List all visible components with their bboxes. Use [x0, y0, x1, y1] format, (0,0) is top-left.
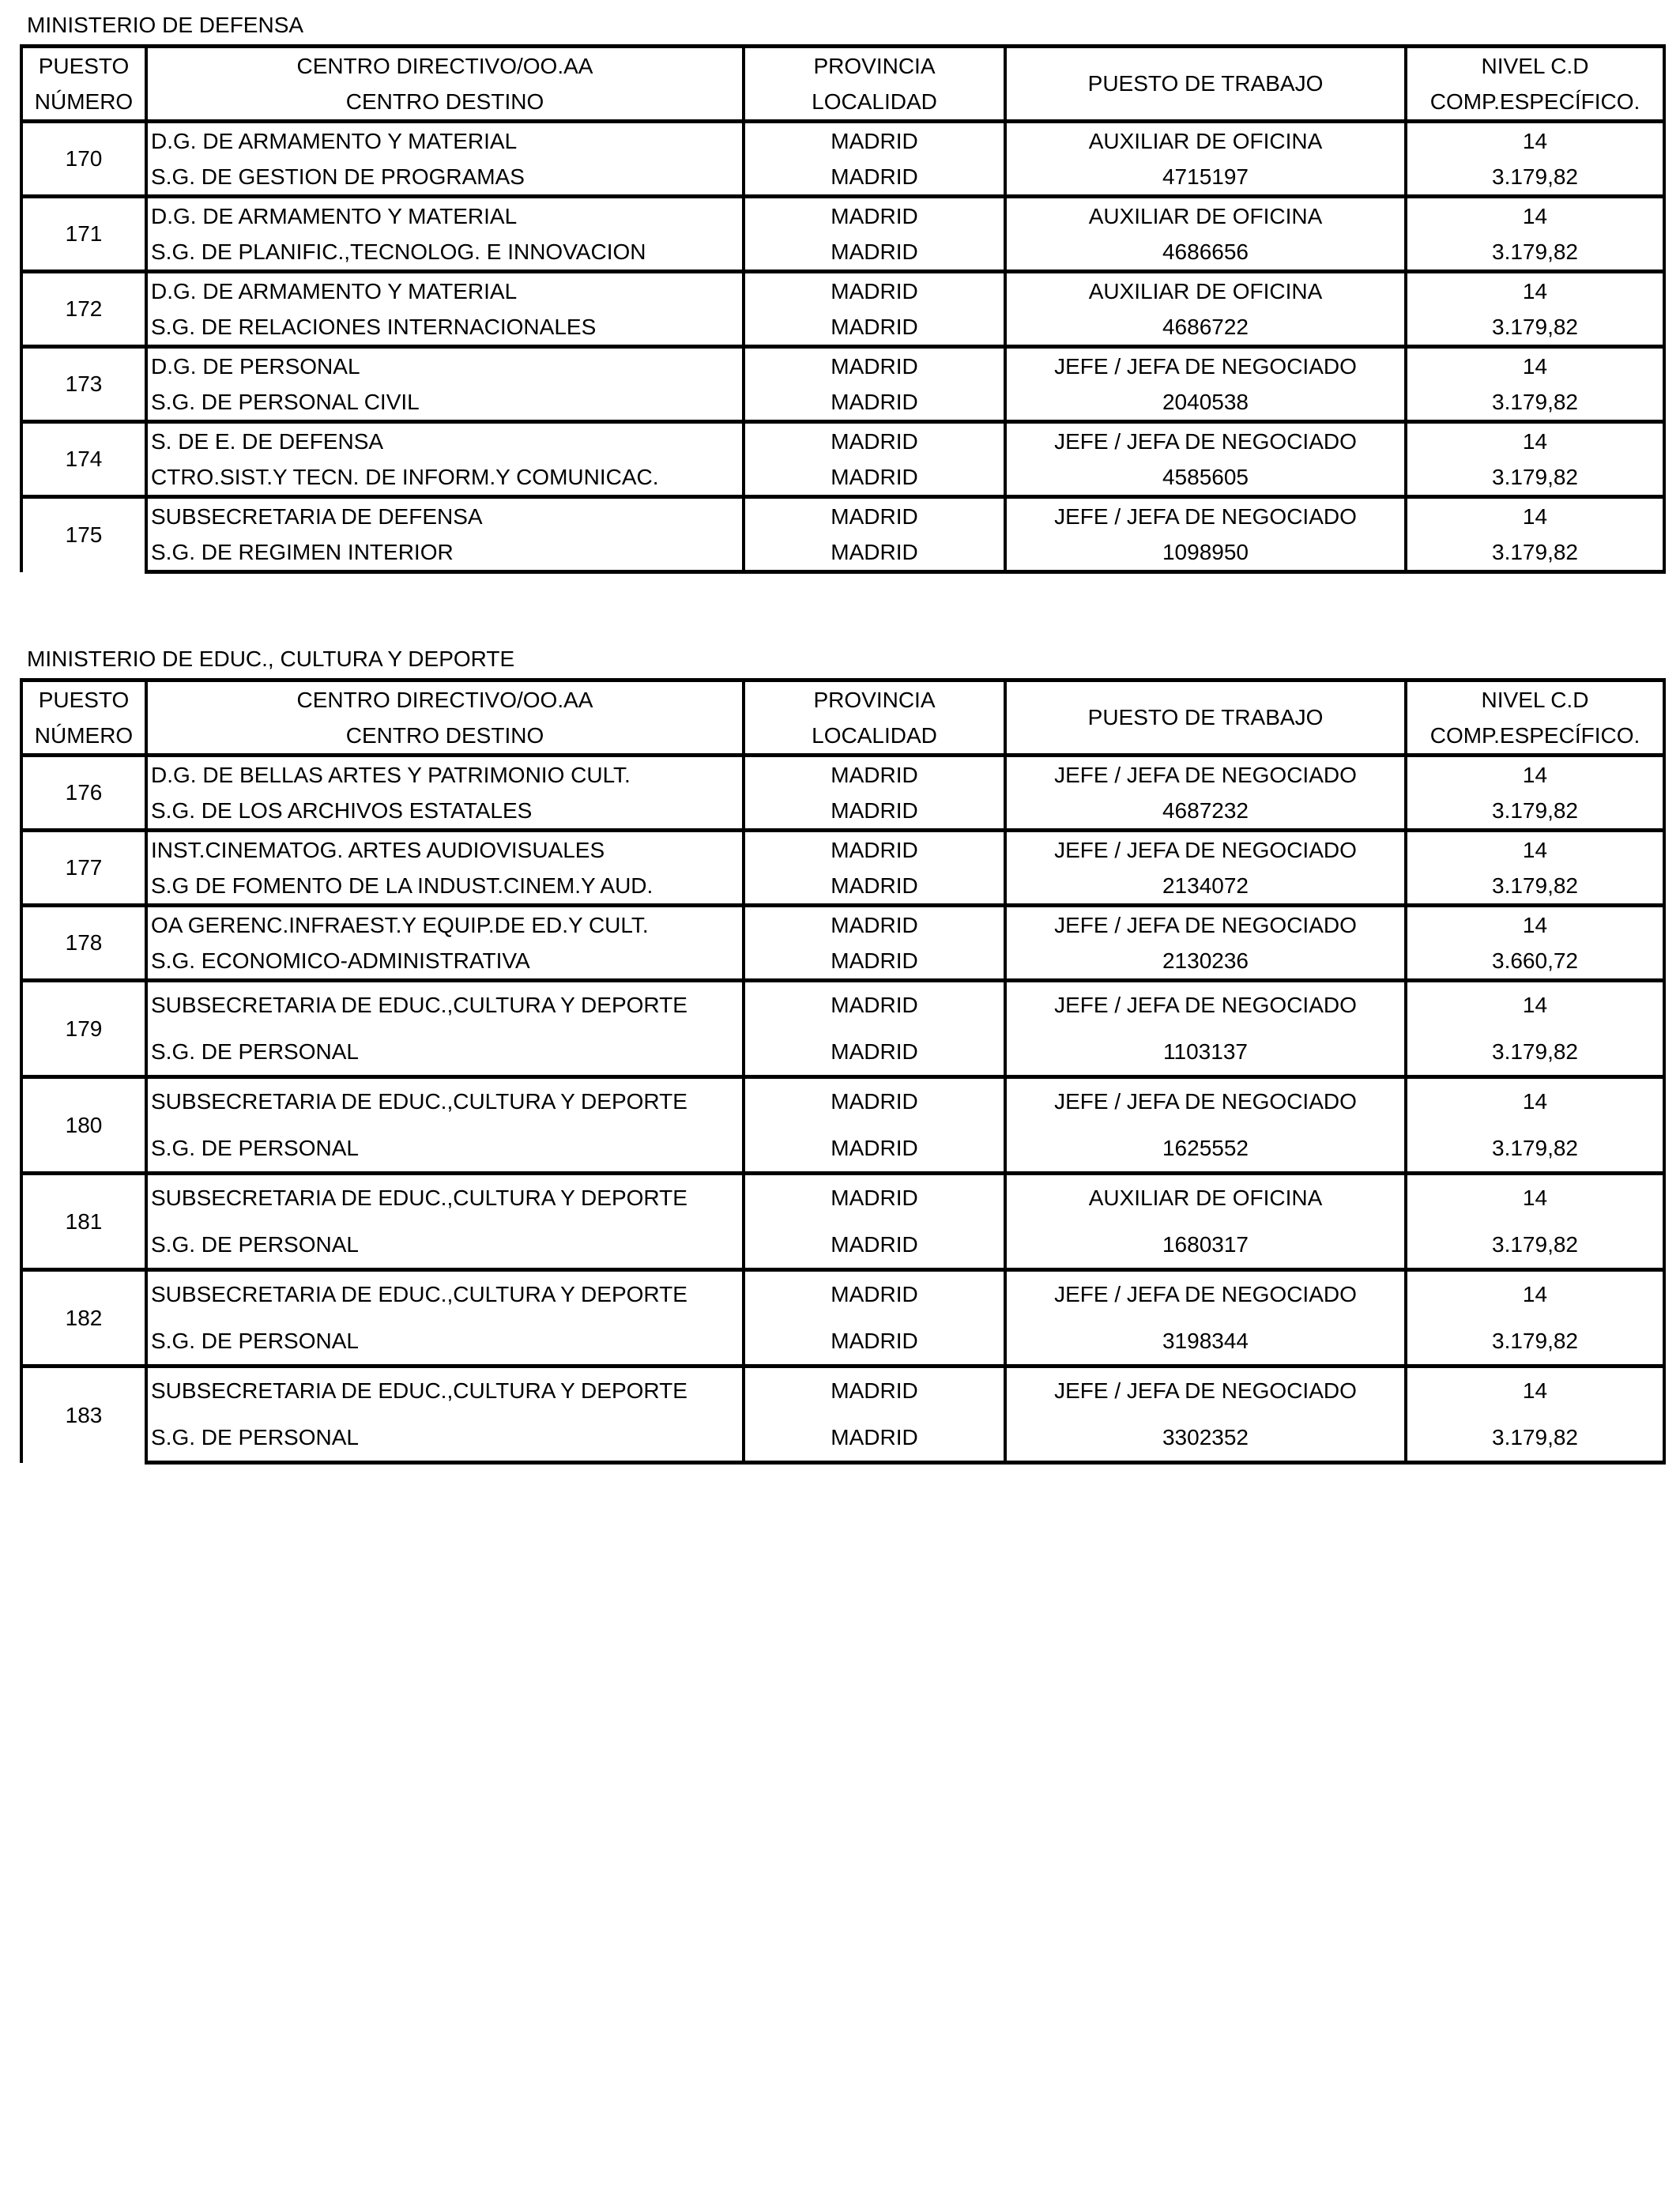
centro-directivo: SUBSECRETARIA DE EDUC.,CULTURA Y DEPORTE [146, 1367, 744, 1415]
header-provincia: PROVINCIA [744, 680, 1005, 718]
nivel-cd: 14 [1406, 347, 1664, 385]
table-row [21, 1174, 1664, 1222]
puesto-trabajo: JEFE / JEFA DE NEGOCIADO [1005, 1077, 1406, 1125]
localidad: MADRID [744, 1222, 1005, 1270]
codigo-puesto: 3198344 [1005, 1318, 1406, 1367]
centro-destino: CTRO.SIST.Y TECN. DE INFORM.Y COMUNICAC. [146, 459, 744, 497]
nivel-cd: 14 [1406, 1270, 1664, 1318]
codigo-puesto: 1098950 [1005, 534, 1406, 572]
centro-directivo: D.G. DE BELLAS ARTES Y PATRIMONIO CULT. [146, 756, 744, 794]
table-row [21, 1077, 1664, 1125]
table-row [21, 234, 1664, 272]
codigo-puesto: 2040538 [1005, 384, 1406, 422]
header-row [21, 680, 1664, 718]
provincia: MADRID [744, 197, 1005, 235]
localidad: MADRID [744, 1318, 1005, 1367]
centro-directivo: SUBSECRETARIA DE EDUC.,CULTURA Y DEPORTE [146, 1270, 744, 1318]
header-centro-directivo: CENTRO DIRECTIVO/OO.AA [146, 47, 744, 85]
codigo-puesto: 3302352 [1005, 1415, 1406, 1463]
table-row [21, 347, 1664, 385]
centro-directivo: OA GERENC.INFRAEST.Y EQUIP.DE ED.Y CULT. [146, 906, 744, 944]
puesto-trabajo: AUXILIAR DE OFICINA [1005, 122, 1406, 160]
complemento-especifico: 3.179,82 [1406, 309, 1664, 347]
header-puesto: PUESTO [21, 47, 146, 85]
complemento-especifico: 3.179,82 [1406, 459, 1664, 497]
centro-destino: S.G. ECONOMICO-ADMINISTRATIVA [146, 943, 744, 981]
centro-destino: S.G. DE REGIMEN INTERIOR [146, 534, 744, 572]
puesto-trabajo: JEFE / JEFA DE NEGOCIADO [1005, 1367, 1406, 1415]
provincia: MADRID [744, 272, 1005, 310]
localidad: MADRID [744, 1029, 1005, 1077]
codigo-puesto: 4687232 [1005, 793, 1406, 831]
nivel-cd: 14 [1406, 272, 1664, 310]
table-defensa [20, 44, 1666, 574]
centro-directivo: INST.CINEMATOG. ARTES AUDIOVISUALES [146, 831, 744, 869]
centro-directivo: S. DE E. DE DEFENSA [146, 422, 744, 460]
header-centro-destino: CENTRO DESTINO [146, 84, 744, 122]
codigo-puesto: 1680317 [1005, 1222, 1406, 1270]
table-row [21, 868, 1664, 906]
puesto-trabajo: AUXILIAR DE OFICINA [1005, 1174, 1406, 1222]
nivel-cd: 14 [1406, 1174, 1664, 1222]
puesto-numero: 179 [21, 981, 146, 1077]
complemento-especifico: 3.179,82 [1406, 1029, 1664, 1077]
localidad: MADRID [744, 943, 1005, 981]
table-row [21, 384, 1664, 422]
provincia: MADRID [744, 1077, 1005, 1125]
complemento-especifico: 3.179,82 [1406, 793, 1664, 831]
centro-destino: S.G. DE PERSONAL [146, 1415, 744, 1463]
section-title-educacion: MINISTERIO DE EDUC., CULTURA Y DEPORTE [27, 647, 515, 671]
header-puesto-trabajo: PUESTO DE TRABAJO [1005, 47, 1406, 122]
header-localidad: LOCALIDAD [744, 718, 1005, 756]
codigo-puesto: 4585605 [1005, 459, 1406, 497]
codigo-puesto: 4686656 [1005, 234, 1406, 272]
centro-destino: S.G. DE LOS ARCHIVOS ESTATALES [146, 793, 744, 831]
complemento-especifico: 3.179,82 [1406, 1318, 1664, 1367]
centro-destino: S.G. DE GESTION DE PROGRAMAS [146, 159, 744, 197]
centro-directivo: SUBSECRETARIA DE EDUC.,CULTURA Y DEPORTE [146, 1174, 744, 1222]
header-row [21, 718, 1664, 756]
complemento-especifico: 3.179,82 [1406, 1415, 1664, 1463]
puesto-numero: 181 [21, 1174, 146, 1270]
table-row [21, 981, 1664, 1029]
provincia: MADRID [744, 347, 1005, 385]
header-centro-destino: CENTRO DESTINO [146, 718, 744, 756]
complemento-especifico: 3.179,82 [1406, 234, 1664, 272]
table-row [21, 272, 1664, 310]
table-row [21, 906, 1664, 944]
section-title-defensa: MINISTERIO DE DEFENSA [27, 13, 304, 37]
table-row [21, 831, 1664, 869]
nivel-cd: 14 [1406, 906, 1664, 944]
table-row [21, 943, 1664, 981]
table-row [21, 534, 1664, 572]
provincia: MADRID [744, 1367, 1005, 1415]
codigo-puesto: 2130236 [1005, 943, 1406, 981]
table-row [21, 159, 1664, 197]
puesto-trabajo: JEFE / JEFA DE NEGOCIADO [1005, 422, 1406, 460]
nivel-cd: 14 [1406, 497, 1664, 535]
header-puesto: PUESTO [21, 680, 146, 718]
table-row [21, 497, 1664, 535]
header-numero: NÚMERO [21, 718, 146, 756]
centro-directivo: SUBSECRETARIA DE EDUC.,CULTURA Y DEPORTE [146, 981, 744, 1029]
puesto-trabajo: AUXILIAR DE OFICINA [1005, 197, 1406, 235]
localidad: MADRID [744, 1415, 1005, 1463]
header-comp-especifico: COMP.ESPECÍFICO. [1406, 718, 1664, 756]
provincia: MADRID [744, 981, 1005, 1029]
centro-directivo: D.G. DE ARMAMENTO Y MATERIAL [146, 122, 744, 160]
puesto-numero: 175 [21, 497, 146, 572]
codigo-puesto: 4715197 [1005, 159, 1406, 197]
puesto-numero: 173 [21, 347, 146, 422]
centro-directivo: SUBSECRETARIA DE EDUC.,CULTURA Y DEPORTE [146, 1077, 744, 1125]
localidad: MADRID [744, 309, 1005, 347]
complemento-especifico: 3.179,82 [1406, 534, 1664, 572]
localidad: MADRID [744, 384, 1005, 422]
localidad: MADRID [744, 534, 1005, 572]
centro-destino: S.G. DE RELACIONES INTERNACIONALES [146, 309, 744, 347]
nivel-cd: 14 [1406, 831, 1664, 869]
centro-directivo: D.G. DE PERSONAL [146, 347, 744, 385]
centro-destino: S.G. DE PERSONAL [146, 1125, 744, 1174]
table-row [21, 122, 1664, 160]
table-row [21, 422, 1664, 460]
table-row [21, 1270, 1664, 1318]
puesto-numero: 174 [21, 422, 146, 497]
puesto-trabajo: JEFE / JEFA DE NEGOCIADO [1005, 756, 1406, 794]
table-row [21, 1222, 1664, 1270]
centro-destino: S.G. DE PERSONAL [146, 1029, 744, 1077]
provincia: MADRID [744, 122, 1005, 160]
table-body [21, 680, 1664, 1463]
header-comp-especifico: COMP.ESPECÍFICO. [1406, 84, 1664, 122]
puesto-trabajo: JEFE / JEFA DE NEGOCIADO [1005, 906, 1406, 944]
complemento-especifico: 3.660,72 [1406, 943, 1664, 981]
codigo-puesto: 2134072 [1005, 868, 1406, 906]
complemento-especifico: 3.179,82 [1406, 1222, 1664, 1270]
table-row [21, 793, 1664, 831]
table-body [21, 47, 1664, 572]
centro-directivo: SUBSECRETARIA DE DEFENSA [146, 497, 744, 535]
localidad: MADRID [744, 459, 1005, 497]
centro-destino: S.G. DE PERSONAL [146, 1318, 744, 1367]
centro-destino: S.G. DE PLANIFIC.,TECNOLOG. E INNOVACION [146, 234, 744, 272]
nivel-cd: 14 [1406, 1077, 1664, 1125]
puesto-numero: 177 [21, 831, 146, 906]
provincia: MADRID [744, 1270, 1005, 1318]
puesto-trabajo: JEFE / JEFA DE NEGOCIADO [1005, 497, 1406, 535]
puesto-numero: 171 [21, 197, 146, 272]
puesto-numero: 183 [21, 1367, 146, 1463]
table-row [21, 197, 1664, 235]
puesto-trabajo: AUXILIAR DE OFICINA [1005, 272, 1406, 310]
table-row [21, 309, 1664, 347]
nivel-cd: 14 [1406, 122, 1664, 160]
localidad: MADRID [744, 159, 1005, 197]
table-educacion [20, 678, 1666, 1465]
provincia: MADRID [744, 497, 1005, 535]
localidad: MADRID [744, 1125, 1005, 1174]
puesto-trabajo: JEFE / JEFA DE NEGOCIADO [1005, 981, 1406, 1029]
centro-destino: S.G. DE PERSONAL [146, 1222, 744, 1270]
header-provincia: PROVINCIA [744, 47, 1005, 85]
centro-destino: S.G DE FOMENTO DE LA INDUST.CINEM.Y AUD. [146, 868, 744, 906]
header-row [21, 84, 1664, 122]
puesto-numero: 172 [21, 272, 146, 347]
header-nivel: NIVEL C.D [1406, 680, 1664, 718]
table-row [21, 1415, 1664, 1463]
table-row [21, 459, 1664, 497]
puesto-numero: 180 [21, 1077, 146, 1174]
puesto-numero: 176 [21, 756, 146, 831]
puesto-numero: 182 [21, 1270, 146, 1367]
puesto-trabajo: JEFE / JEFA DE NEGOCIADO [1005, 1270, 1406, 1318]
table-row [21, 1029, 1664, 1077]
header-centro-directivo: CENTRO DIRECTIVO/OO.AA [146, 680, 744, 718]
localidad: MADRID [744, 234, 1005, 272]
nivel-cd: 14 [1406, 756, 1664, 794]
centro-directivo: D.G. DE ARMAMENTO Y MATERIAL [146, 272, 744, 310]
nivel-cd: 14 [1406, 422, 1664, 460]
provincia: MADRID [744, 756, 1005, 794]
puesto-trabajo: JEFE / JEFA DE NEGOCIADO [1005, 347, 1406, 385]
centro-destino: S.G. DE PERSONAL CIVIL [146, 384, 744, 422]
complemento-especifico: 3.179,82 [1406, 1125, 1664, 1174]
table-row [21, 1367, 1664, 1415]
codigo-puesto: 4686722 [1005, 309, 1406, 347]
provincia: MADRID [744, 1174, 1005, 1222]
puesto-trabajo: JEFE / JEFA DE NEGOCIADO [1005, 831, 1406, 869]
nivel-cd: 14 [1406, 197, 1664, 235]
table-row [21, 1125, 1664, 1174]
provincia: MADRID [744, 422, 1005, 460]
provincia: MADRID [744, 906, 1005, 944]
header-localidad: LOCALIDAD [744, 84, 1005, 122]
header-nivel: NIVEL C.D [1406, 47, 1664, 85]
header-puesto-trabajo: PUESTO DE TRABAJO [1005, 680, 1406, 756]
centro-directivo: D.G. DE ARMAMENTO Y MATERIAL [146, 197, 744, 235]
header-numero: NÚMERO [21, 84, 146, 122]
codigo-puesto: 1625552 [1005, 1125, 1406, 1174]
complemento-especifico: 3.179,82 [1406, 384, 1664, 422]
table-row [21, 1318, 1664, 1367]
localidad: MADRID [744, 868, 1005, 906]
nivel-cd: 14 [1406, 1367, 1664, 1415]
table-row [21, 756, 1664, 794]
localidad: MADRID [744, 793, 1005, 831]
complemento-especifico: 3.179,82 [1406, 159, 1664, 197]
complemento-especifico: 3.179,82 [1406, 868, 1664, 906]
puesto-numero: 178 [21, 906, 146, 981]
provincia: MADRID [744, 831, 1005, 869]
header-row [21, 47, 1664, 85]
codigo-puesto: 1103137 [1005, 1029, 1406, 1077]
nivel-cd: 14 [1406, 981, 1664, 1029]
puesto-numero: 170 [21, 122, 146, 197]
